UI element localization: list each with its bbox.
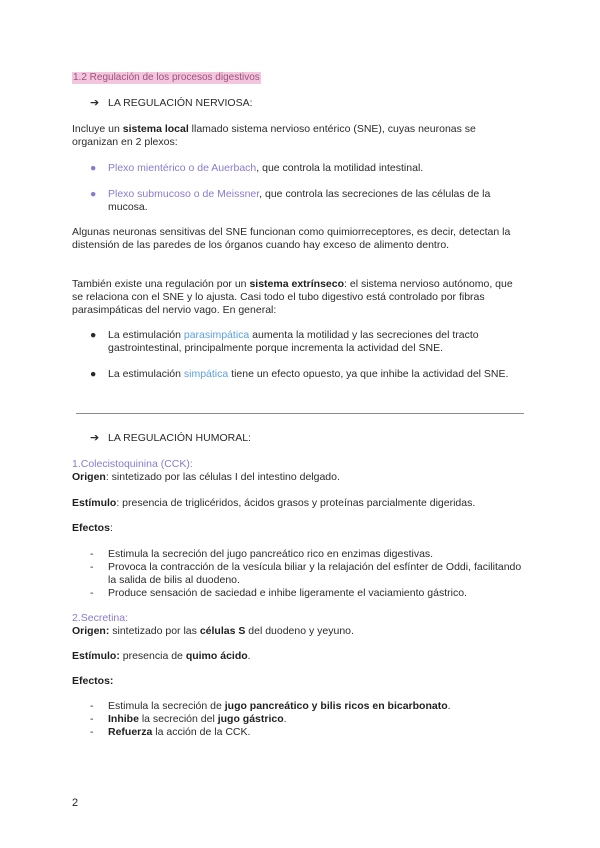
cck-efecto-1: - Estimula la secreción del jugo pancreático rico en enzimas digestivas. <box>90 548 434 560</box>
secretina-estimulo: Estímulo: presencia de quimo ácido. <box>72 650 251 662</box>
arrow-icon: ➔ <box>90 432 100 444</box>
secretina-efecto-3: - Refuerza la acción de la CCK. <box>90 726 251 738</box>
page-number: 2 <box>72 797 79 809</box>
cck-efecto-3: - Produce sensación de saciedad e inhibe ligeramente el vaciamiento gástrico. <box>90 587 467 599</box>
secretina-efecto-1: - Estimula la secreción de jugo pancreático y bilis ricos en bicarbonato. <box>90 700 451 712</box>
quimiorreceptores-paragraph: Algunas neuronas sensitivas del SNE funcionan como quimiorreceptores, es decir, detectan la distensión de las paredes de los órganos cuando hay exceso de alimento dentro. <box>72 226 511 251</box>
bullet-dot-icon: ● <box>90 188 97 200</box>
extrinseco-paragraph: También existe una regulación por un sistema extrínseco: el sistema nervioso autónomo, que se relaciona con el SNE y lo ajusta. Casi todo el tubo digestivo está controlado por fibras parasimpáticas del nervio vago. En general: <box>72 278 513 316</box>
heading-humoral: ➔ LA REGULACIÓN HUMORAL: <box>90 432 251 444</box>
cck-efecto-2: - Provoca la contracción de la vesícula biliar y la relajación del esfínter de Oddi, facilitando la salida de bilis al duodeno. <box>90 561 522 586</box>
secretina-title: 2.Secretina: <box>72 612 129 624</box>
list-item-parasimpatica: ● La estimulación parasimpática aumenta la motilidad y las secreciones del tracto gastrointestinal, principalmente porque incrementa la actividad del SNE. <box>90 329 479 354</box>
cck-efectos-label: Efectos: <box>72 522 113 534</box>
section-title: 1.2 Regulación de los procesos digestivos <box>73 72 260 83</box>
bullet-dot-icon: ● <box>90 162 97 174</box>
horizontal-rule <box>76 413 524 414</box>
list-item-plexo-submucoso: ● Plexo submucoso o de Meissner, que controla las secreciones de las células de la mucosa. <box>90 188 491 213</box>
intro-paragraph: Incluye un sistema local llamado sistema nervioso entérico (SNE), cuyas neuronas se organizan en 2 plexos: <box>72 123 476 148</box>
cck-estimulo: Estímulo: presencia de triglicéridos, ácidos grasos y proteínas parcialmente digeridas. <box>72 497 476 509</box>
list-item-simpatica: ● La estimulación simpática tiene un efecto opuesto, ya que inhibe la actividad del SNE. <box>90 368 509 380</box>
cck-title: 1.Colecistoquinina (CCK): <box>72 458 193 470</box>
secretina-efecto-2: - Inhibe la secreción del jugo gástrico. <box>90 713 287 725</box>
secretina-origen: Origen: sintetizado por las células S del duodeno y yeyuno. <box>72 625 354 637</box>
secretina-efectos-label: Efectos: <box>72 675 114 687</box>
bullet-dot-icon: ● <box>90 329 97 341</box>
bullet-dot-icon: ● <box>90 368 97 380</box>
cck-origen: Origen: sintetizado por las células I del intestino delgado. <box>72 471 340 483</box>
arrow-icon: ➔ <box>90 97 100 109</box>
heading-nerviosa: ➔ LA REGULACIÓN NERVIOSA: <box>90 97 253 109</box>
list-item-plexo-mienterico: ● Plexo mientérico o de Auerbach, que controla la motilidad intestinal. <box>90 162 424 174</box>
